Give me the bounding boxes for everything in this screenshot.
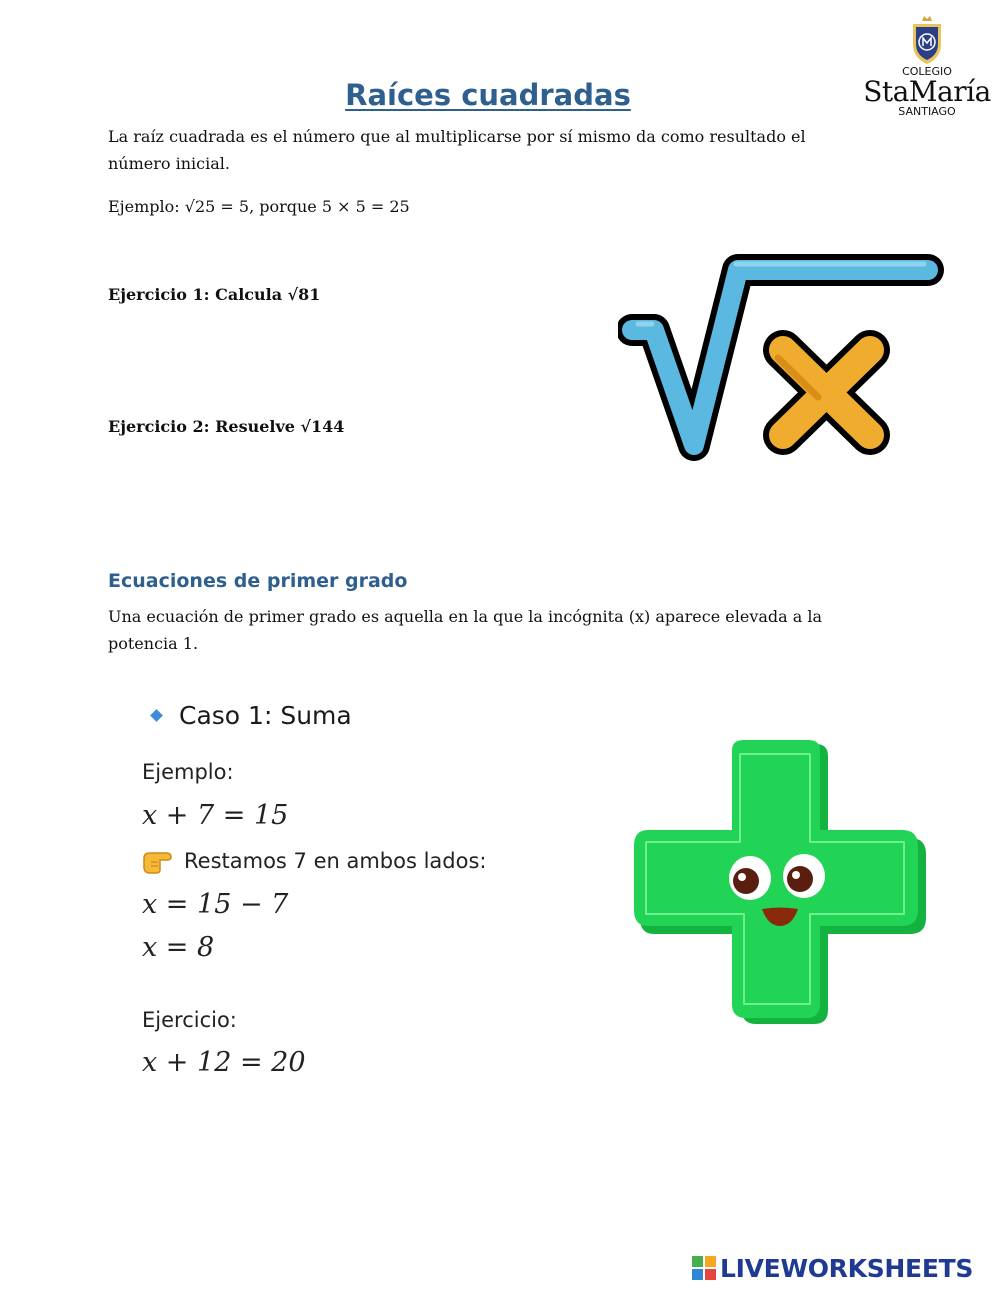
equation-3: x = 8	[142, 932, 215, 963]
plus-character-illustration	[632, 738, 937, 1033]
pointing-hand-icon	[142, 848, 174, 874]
sqrt-definition: La raíz cuadrada es el número que al multiplicarse por sí mismo da como resultado el número inicial.	[108, 127, 806, 173]
liveworksheets-brand	[692, 1252, 973, 1284]
case-heading	[152, 701, 352, 730]
logo-line-name: StaMaría	[863, 75, 991, 108]
section-title: Ecuaciones de primer grado	[108, 570, 408, 592]
square-root-x-illustration	[618, 250, 948, 465]
liveworksheets-text: LIVEWORKSHEETS	[720, 1253, 974, 1283]
equation-1: x + 7 = 15	[142, 800, 289, 831]
diamond-bullet-icon	[150, 709, 163, 722]
exercise-2-label: Ejercicio 2: Resuelve √144	[108, 417, 345, 436]
logo-line-colegio: COLEGIO	[902, 65, 952, 78]
liveworksheets-logo-icon	[692, 1256, 716, 1280]
x-letter-icon	[778, 350, 870, 435]
plus-sign-icon	[634, 740, 926, 1024]
sqrt-example: Ejemplo: √25 = 5, porque 5 × 5 = 25	[108, 197, 410, 216]
equation-definition: Una ecuación de primer grado es aquella en la que la incógnita (x) aparece elevada a la potencia 1.	[108, 607, 823, 653]
step-instruction	[142, 848, 487, 874]
logo-line-santiago: SANTIAGO	[898, 105, 956, 118]
page-title: Raíces cuadradas	[345, 78, 631, 112]
exercise-label: Ejercicio:	[142, 1008, 237, 1032]
step-text: Restamos 7 en ambos lados:	[184, 849, 487, 873]
equation-2: x = 15 − 7	[142, 889, 289, 920]
shield-icon	[910, 14, 944, 66]
exercise-1-label: Ejercicio 1: Calcula √81	[108, 285, 321, 304]
exercise-equation: x + 12 = 20	[142, 1047, 306, 1078]
case-title: Caso 1: Suma	[179, 701, 352, 730]
example-label: Ejemplo:	[142, 760, 234, 784]
school-logo	[855, 14, 999, 128]
